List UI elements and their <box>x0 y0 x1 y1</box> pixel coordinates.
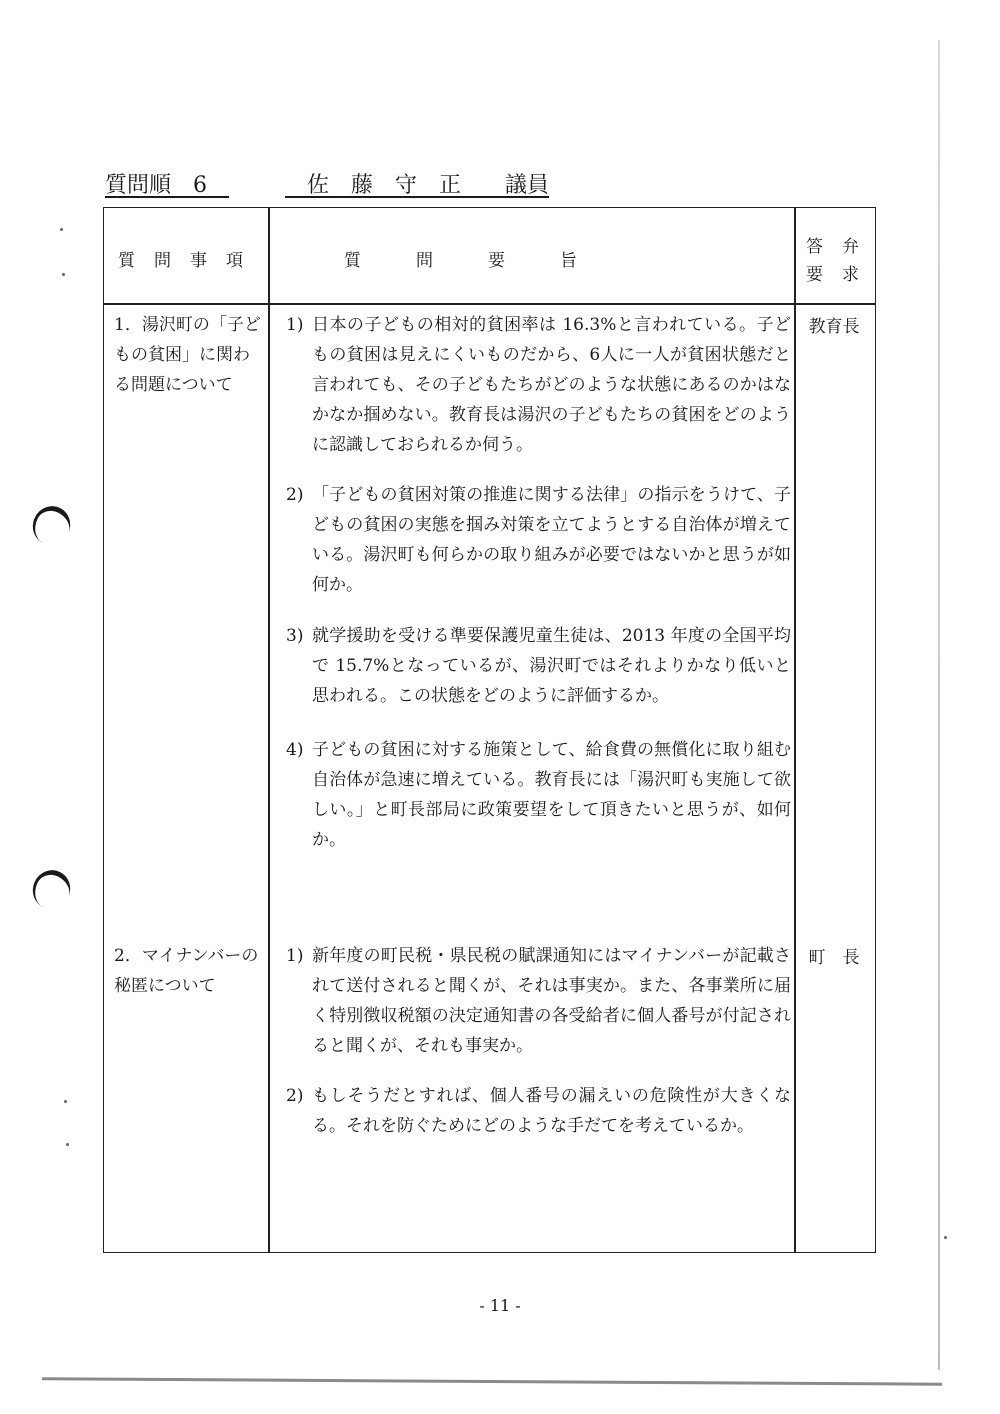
column-header-topic: 質 問 事 項 <box>118 251 244 271</box>
column-header-answerer-line2: 要 求 <box>806 265 860 285</box>
punch-hole-lower <box>26 864 76 915</box>
column-divider <box>268 208 270 1252</box>
scan-speck <box>66 1143 69 1146</box>
question-text: 日本の子どもの相対的貧困率は 16.3%と言われている。子どもの貧困は見えにくいものだから、6人に一人が貧困状態だと言われても、その子どもたちがどのような状態にあるのかはなかなか掴めない。教育長は湯沢の子どもたちの貧困をどのように認識しておられるか伺う。 <box>312 315 791 455</box>
item-topic: 2．マイナンバーの秘匿について <box>114 946 259 996</box>
punch-hole-upper <box>26 500 76 551</box>
question-number: 4) <box>286 740 304 760</box>
question-item <box>286 480 791 600</box>
column-header-summary: 質 問 要 旨 <box>344 251 578 271</box>
question-number: 1) <box>286 946 304 966</box>
scan-speck <box>64 1100 67 1103</box>
question-order: 質問順 6 <box>105 173 229 198</box>
item-answerer: 町 長 <box>808 948 860 968</box>
question-text: 「子どもの貧困対策の推進に関する法律」の指示をうけて、子どもの貧困の実態を掴み対策を立てようとする自治体が増えている。湯沢町も何らかの取り組みが必要ではないかと思うが如何か。 <box>312 485 791 595</box>
question-text: もしそうだとすれば、個人番号の漏えいの危険性が大きくなる。それを防ぐためにどのような手だてを考えているか。 <box>312 1086 791 1136</box>
scan-speck <box>60 228 63 231</box>
question-item <box>286 310 791 460</box>
scan-speck <box>944 1236 947 1239</box>
question-number: 1) <box>286 315 304 335</box>
page-number: - 11 - <box>479 1296 521 1315</box>
item-answerer: 教育長 <box>808 317 860 337</box>
item-topic: 1．湯沢町の「子どもの貧困」に関わる問題について <box>114 315 261 395</box>
question-item <box>286 1081 791 1141</box>
scan-speck <box>62 273 65 276</box>
question-item <box>286 735 791 855</box>
column-header-answerer-line1: 答 弁 <box>806 237 860 257</box>
question-table <box>103 207 876 1253</box>
question-text: 新年度の町民税・県民税の賦課通知にはマイナンバーが記載されて送付されると聞くが、それは事実か。また、各事業所に届く特別徴収税額の決定通知書の各受給者に個人番号が付記されると聞くが、それも事実か。 <box>312 946 791 1056</box>
page-edge-right <box>938 40 940 1370</box>
question-item <box>286 621 791 711</box>
question-text: 就学援助を受ける準要保護児童生徒は、2013 年度の全国平均で 15.7%となっているが、湯沢町ではそれよりかなり低いと思われる。この状態をどのように評価するか。 <box>312 626 791 706</box>
council-member-name: 佐 藤 守 正 議員 <box>285 173 550 198</box>
question-item <box>286 941 791 1061</box>
question-number: 2) <box>286 485 304 505</box>
question-number: 2) <box>286 1086 304 1106</box>
column-divider <box>794 208 796 1252</box>
page-edge-bottom <box>42 1377 942 1385</box>
question-text: 子どもの貧困に対する施策として、給食費の無償化に取り組む自治体が急速に増えている。教育長には「湯沢町も実施して欲しい。」と町長部局に政策要望をして頂きたいと思うが、如何か。 <box>312 740 791 850</box>
header-row-divider <box>104 303 875 305</box>
question-number: 3) <box>286 626 304 646</box>
